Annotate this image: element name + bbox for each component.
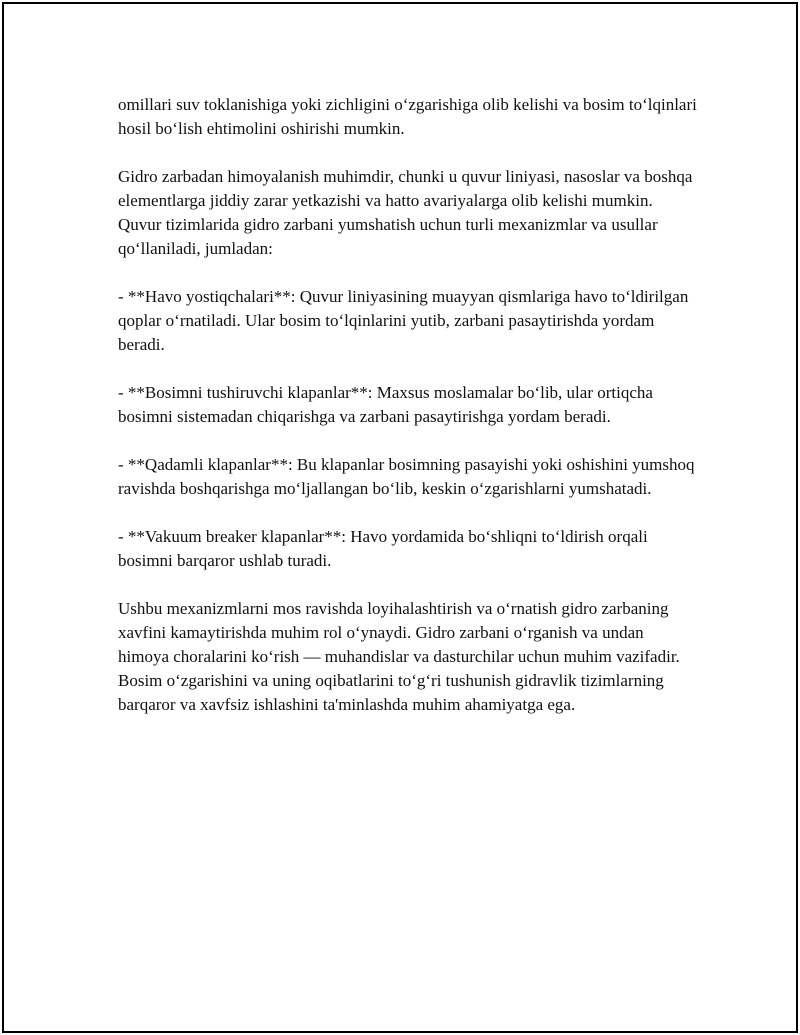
document-body [118,93,698,741]
list-item-step-valves: - **Qadamli klapanlar**: Bu klapanlar bosimning pasayishi yoki oshishini yumshoq ravishda boshqarishga mo‘ljallangan bo‘lib, keskin o‘zgarishlarni yumshatadi. [118,455,695,498]
list-item-vacuum-breaker-valves: - **Vakuum breaker klapanlar**: Havo yordamida bo‘shliqni to‘ldirish orqali bosimni barqaror ushlab turadi. [118,527,648,570]
list-item-pressure-relief-valves: - **Bosimni tushiruvchi klapanlar**: Maxsus moslamalar bo‘lib, ular ortiqcha bosimni sistemadan chiqarishga va zarbani pasaytirishga yordam beradi. [118,383,653,426]
paragraph-intro-continuation: omillari suv toklanishiga yoki zichligini o‘zgarishiga olib kelishi va bosim to‘lqinlari hosil bo‘lish ehtimolini oshirishi mumkin. [118,95,697,138]
paragraph-protection-importance: Gidro zarbadan himoyalanish muhimdir, chunki u quvur liniyasi, nasoslar va boshqa elementlarga jiddiy zarar yetkazishi va hatto avariyalarga olib kelishi mumkin. Quvur tizimlarida gidro zarbani yumshatish uchun turli mexanizmlar va usullar qo‘llaniladi, jumladan: [118,167,693,258]
paragraph-conclusion: Ushbu mexanizmlarni mos ravishda loyihalashtirish va o‘rnatish gidro zarbaning xavfini kamaytirishda muhim rol o‘ynaydi. Gidro zarbani o‘rganish va undan himoya choralarini ko‘rish — muhandislar va dasturchilar uchun muhim vazifadir. Bosim o‘zgarishini va uning oqibatlarini to‘g‘ri tushunish gidravlik tizimlarning barqaror va xavfsiz ishlashini ta'minlashda muhim ahamiyatga ega. [118,599,680,714]
list-item-air-cushions: - **Havo yostiqchalari**: Quvur liniyasining muayyan qismlariga havo to‘ldirilgan qoplar o‘rnatiladi. Ular bosim to‘lqinlarini yutib, zarbani pasaytirishda yordam beradi. [118,287,689,354]
